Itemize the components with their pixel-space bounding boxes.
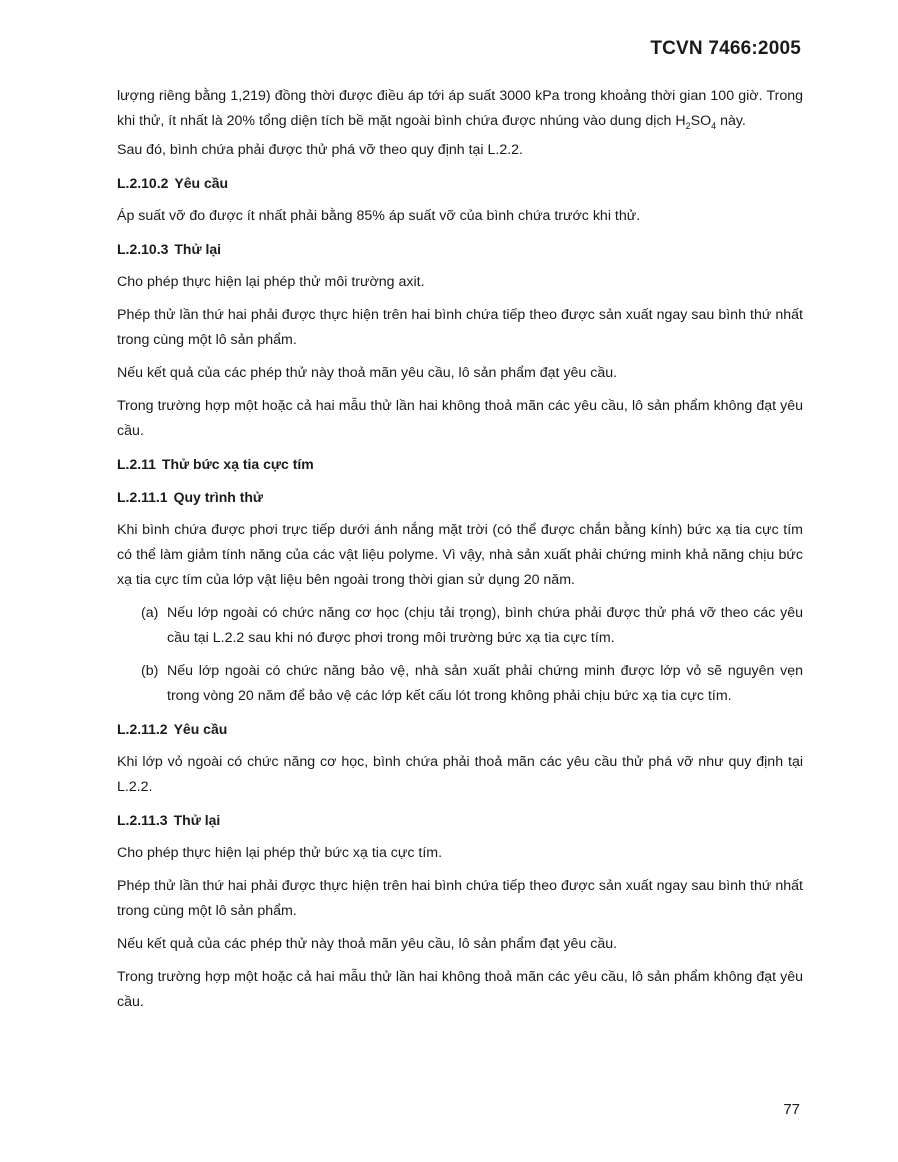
- section-title: Thử lại: [173, 812, 221, 828]
- list-item-text: Nếu lớp ngoài có chức năng bảo vệ, nhà sản xuất phải chứng minh được lớp vỏ sẽ nguyên vẹn trong vòng 20 năm để bảo vệ các lớp kết cấu lót trong không phải chịu bức xạ tia cực tím.: [167, 663, 803, 704]
- subscript: 4: [711, 120, 717, 131]
- paragraph: Cho phép thực hiện lại phép thử môi trường axit.: [117, 274, 425, 290]
- section-title: Thử lại: [174, 241, 222, 257]
- section-heading: [117, 171, 803, 196]
- paragraph: Khi bình chứa được phơi trực tiếp dưới ánh nắng mặt trời (có thể được chắn bằng kính) bức xạ tia cực tím có thể làm giảm tính năng của các vật liệu polyme. Vì vậy, nhà sản xuất phải chứng minh khả năng chịu bức xạ tia cực tím của lớp vật liệu bên ngoài trong thời gian sử dụng 20 năm.: [117, 522, 803, 588]
- paragraph: Trong trường hợp một hoặc cả hai mẫu thử lần hai không thoả mãn các yêu cầu, lô sản phẩm không đạt yêu cầu.: [117, 969, 803, 1010]
- paragraph: Trong trường hợp một hoặc cả hai mẫu thử lần hai không thoả mãn các yêu cầu, lô sản phẩm không đạt yêu cầu.: [117, 398, 803, 439]
- paragraph: Khi lớp vỏ ngoài có chức năng cơ học, bình chứa phải thoả mãn các yêu cầu thử phá vỡ như quy định tại L.2.2.: [117, 754, 803, 795]
- page-number: 77: [783, 1101, 800, 1118]
- subscript: 2: [685, 120, 691, 131]
- section-number: L.2.11.3: [117, 812, 168, 828]
- section-number: L.2.11.2: [117, 721, 168, 737]
- document-body: [117, 84, 803, 1023]
- section-heading: [117, 485, 803, 510]
- section-title: Yêu cầu: [174, 175, 229, 191]
- paragraph-text: này.: [716, 113, 746, 129]
- paragraph: [117, 84, 803, 134]
- paragraph: Phép thử lần thứ hai phải được thực hiện trên hai bình chứa tiếp theo được sản xuất ngay sau bình thứ nhất trong cùng một lô sản phẩm.: [117, 878, 803, 919]
- paragraph: Nếu kết quả của các phép thử này thoả mãn yêu cầu, lô sản phẩm đạt yêu cầu.: [117, 936, 618, 952]
- list-item: [117, 659, 803, 709]
- paragraph: Áp suất vỡ đo được ít nhất phải bằng 85% áp suất vỡ của bình chứa trước khi thử.: [117, 208, 641, 224]
- list-item-text: Nếu lớp ngoài có chức năng cơ học (chịu tải trọng), bình chứa phải được thử phá vỡ theo các yêu cầu tại L.2.2 sau khi nó được phơi trong môi trường bức xạ tia cực tím.: [167, 605, 803, 646]
- paragraph: Phép thử lần thứ hai phải được thực hiện trên hai bình chứa tiếp theo được sản xuất ngay sau bình thứ nhất trong cùng một lô sản phẩm.: [117, 307, 803, 348]
- paragraph-text: SO: [690, 113, 712, 129]
- section-heading: [117, 717, 803, 742]
- section-title: Thử bức xạ tia cực tím: [161, 456, 314, 472]
- list-marker: (b): [141, 663, 159, 679]
- paragraph: Sau đó, bình chứa phải được thử phá vỡ theo quy định tại L.2.2.: [117, 142, 523, 158]
- list-marker: (a): [141, 605, 159, 621]
- section-number: L.2.10.2: [117, 175, 169, 191]
- section-heading: [117, 237, 803, 262]
- paragraph: Cho phép thực hiện lại phép thử bức xạ tia cực tím.: [117, 845, 443, 861]
- section-heading: [117, 452, 803, 477]
- section-number: L.2.10.3: [117, 241, 169, 257]
- section-number: L.2.11.1: [117, 489, 168, 505]
- paragraph: Nếu kết quả của các phép thử này thoả mãn yêu cầu, lô sản phẩm đạt yêu cầu.: [117, 365, 618, 381]
- section-title: Yêu cầu: [173, 721, 228, 737]
- paragraph-text: lượng riêng bằng 1,219) đồng thời được điều áp tới áp suất 3000 kPa trong khoảng thời gian 100 giờ. Trong khi thử, ít nhất là 20% tổng diện tích bề mặt ngoài bình chứa được nhúng vào dung dịch H: [117, 88, 803, 129]
- section-number: L.2.11: [117, 456, 156, 472]
- list-item: [117, 601, 803, 651]
- section-heading: [117, 808, 803, 833]
- section-title: Quy trình thử: [173, 489, 264, 505]
- document-standard-header: TCVN 7466:2005: [650, 38, 801, 59]
